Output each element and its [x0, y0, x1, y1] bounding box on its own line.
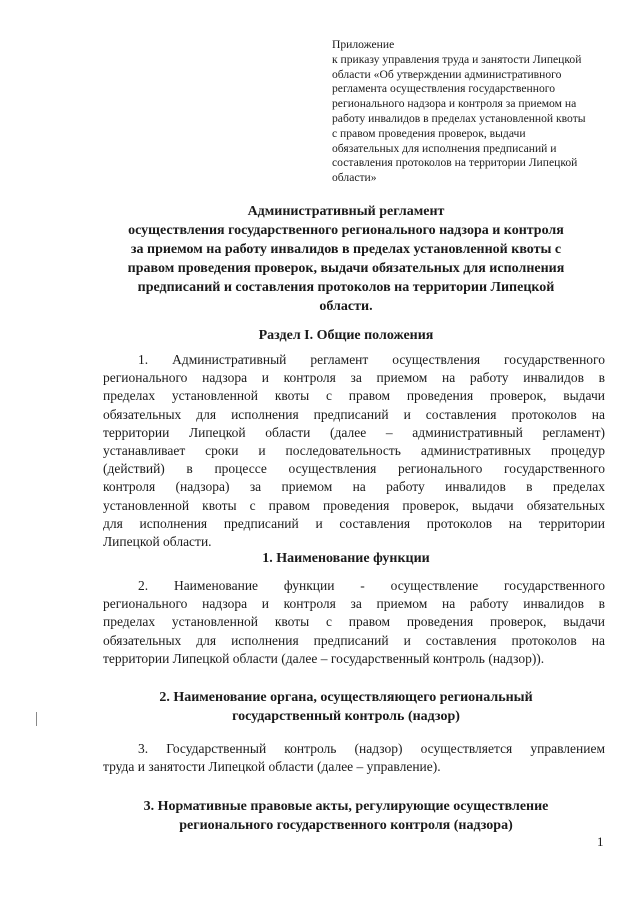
section-heading: Раздел I. Общие положения [258, 328, 434, 343]
appendix-line: обязательных для исполнения предписаний и [332, 141, 557, 155]
heading-line: 3. Нормативные правовые акты, регулирующие осуществление [143, 799, 549, 814]
paragraph-line: 2. Наименование функции - осуществление государственного [138, 578, 605, 593]
appendix-line: области» [332, 171, 377, 185]
appendix-line: регламента осуществления государственного [332, 82, 556, 96]
paragraph-line: пределах установленной квоты с правом проведения проверок, выдачи [103, 388, 605, 404]
paragraph-line: контроля (надзора) за приемом на работу инвалидов в пределах [103, 479, 605, 495]
heading-legal-acts [95, 797, 597, 835]
paragraph-line: труда и занятости Липецкой области (далее – управление). [103, 759, 441, 775]
paragraph-line: пределах установленной квоты с правом проведения проверок, выдачи [103, 614, 605, 630]
appendix-line: работу инвалидов в пределах установленной квоты [332, 111, 586, 125]
paragraph-line: обязательных для исполнения предписаний и составления протоколов на [103, 632, 605, 648]
title-line: предписаний и составления протоколов на территории Липецкой [137, 280, 555, 295]
heading-line: государственный контроль (надзор) [232, 709, 460, 724]
title-line: области. [319, 299, 373, 314]
title-line: правом проведения проверок, выдачи обязательных для исполнения [127, 261, 565, 276]
paragraph-line: установленной квоты с правом проведения проверок, выдачи обязательных [103, 497, 605, 513]
heading-authority [95, 688, 597, 726]
appendix-line: с правом проведения проверок, выдачи [332, 126, 526, 140]
appendix-line: области «Об утверждении административного [332, 67, 562, 81]
paragraph-1 [103, 351, 605, 551]
title-line: Административный регламент [247, 204, 445, 219]
appendix-line: к приказу управления труда и занятости Липецкой [332, 52, 582, 66]
paragraph-line: обязательных для исполнения предписаний и составления протоколов на [103, 406, 605, 422]
appendix-line: Приложение [332, 38, 395, 51]
paragraph-3 [103, 740, 605, 776]
paragraph-line: 1. Административный регламент осуществления государственного [138, 352, 605, 367]
paragraph-line: устанавливает сроки и последовательность административных процедур [103, 443, 605, 459]
paragraph-line: регионального надзора и контроля за приемом на работу инвалидов в [103, 596, 605, 612]
paragraph-line: территории Липецкой области (далее – административный регламент) [103, 424, 605, 440]
appendix-line: регионального надзора и контроля за приемом на [332, 97, 577, 111]
paragraph-line: Липецкой области. [103, 534, 212, 550]
paragraph-2 [103, 577, 605, 668]
appendix-line: составления протоколов на территории Липецкой [332, 156, 578, 170]
paragraph-line: 3. Государственный контроль (надзор) осуществляется управлением [138, 741, 605, 756]
paragraph-line: регионального надзора и контроля за приемом на работу инвалидов в [103, 370, 605, 386]
heading-line: регионального государственного контроля (надзора) [179, 818, 513, 833]
paragraph-line: (действий) в процессе осуществления регионального государственного [103, 461, 605, 477]
appendix-block [332, 38, 622, 186]
document-title [95, 202, 597, 316]
title-line: за приемом на работу инвалидов в пределах установленной квоты с [130, 242, 562, 257]
heading-function-name: 1. Наименование функции [262, 551, 430, 566]
page-number: 1 [597, 834, 604, 849]
heading-line: 2. Наименование органа, осуществляющего региональный [159, 690, 533, 705]
paragraph-line: для исполнения предписаний и составления протоколов на территории [103, 515, 605, 531]
title-line: осуществления государственного регионального надзора и контроля [128, 223, 564, 238]
margin-mark [36, 712, 37, 726]
paragraph-line: территории Липецкой области (далее – государственный контроль (надзор)). [103, 650, 545, 666]
